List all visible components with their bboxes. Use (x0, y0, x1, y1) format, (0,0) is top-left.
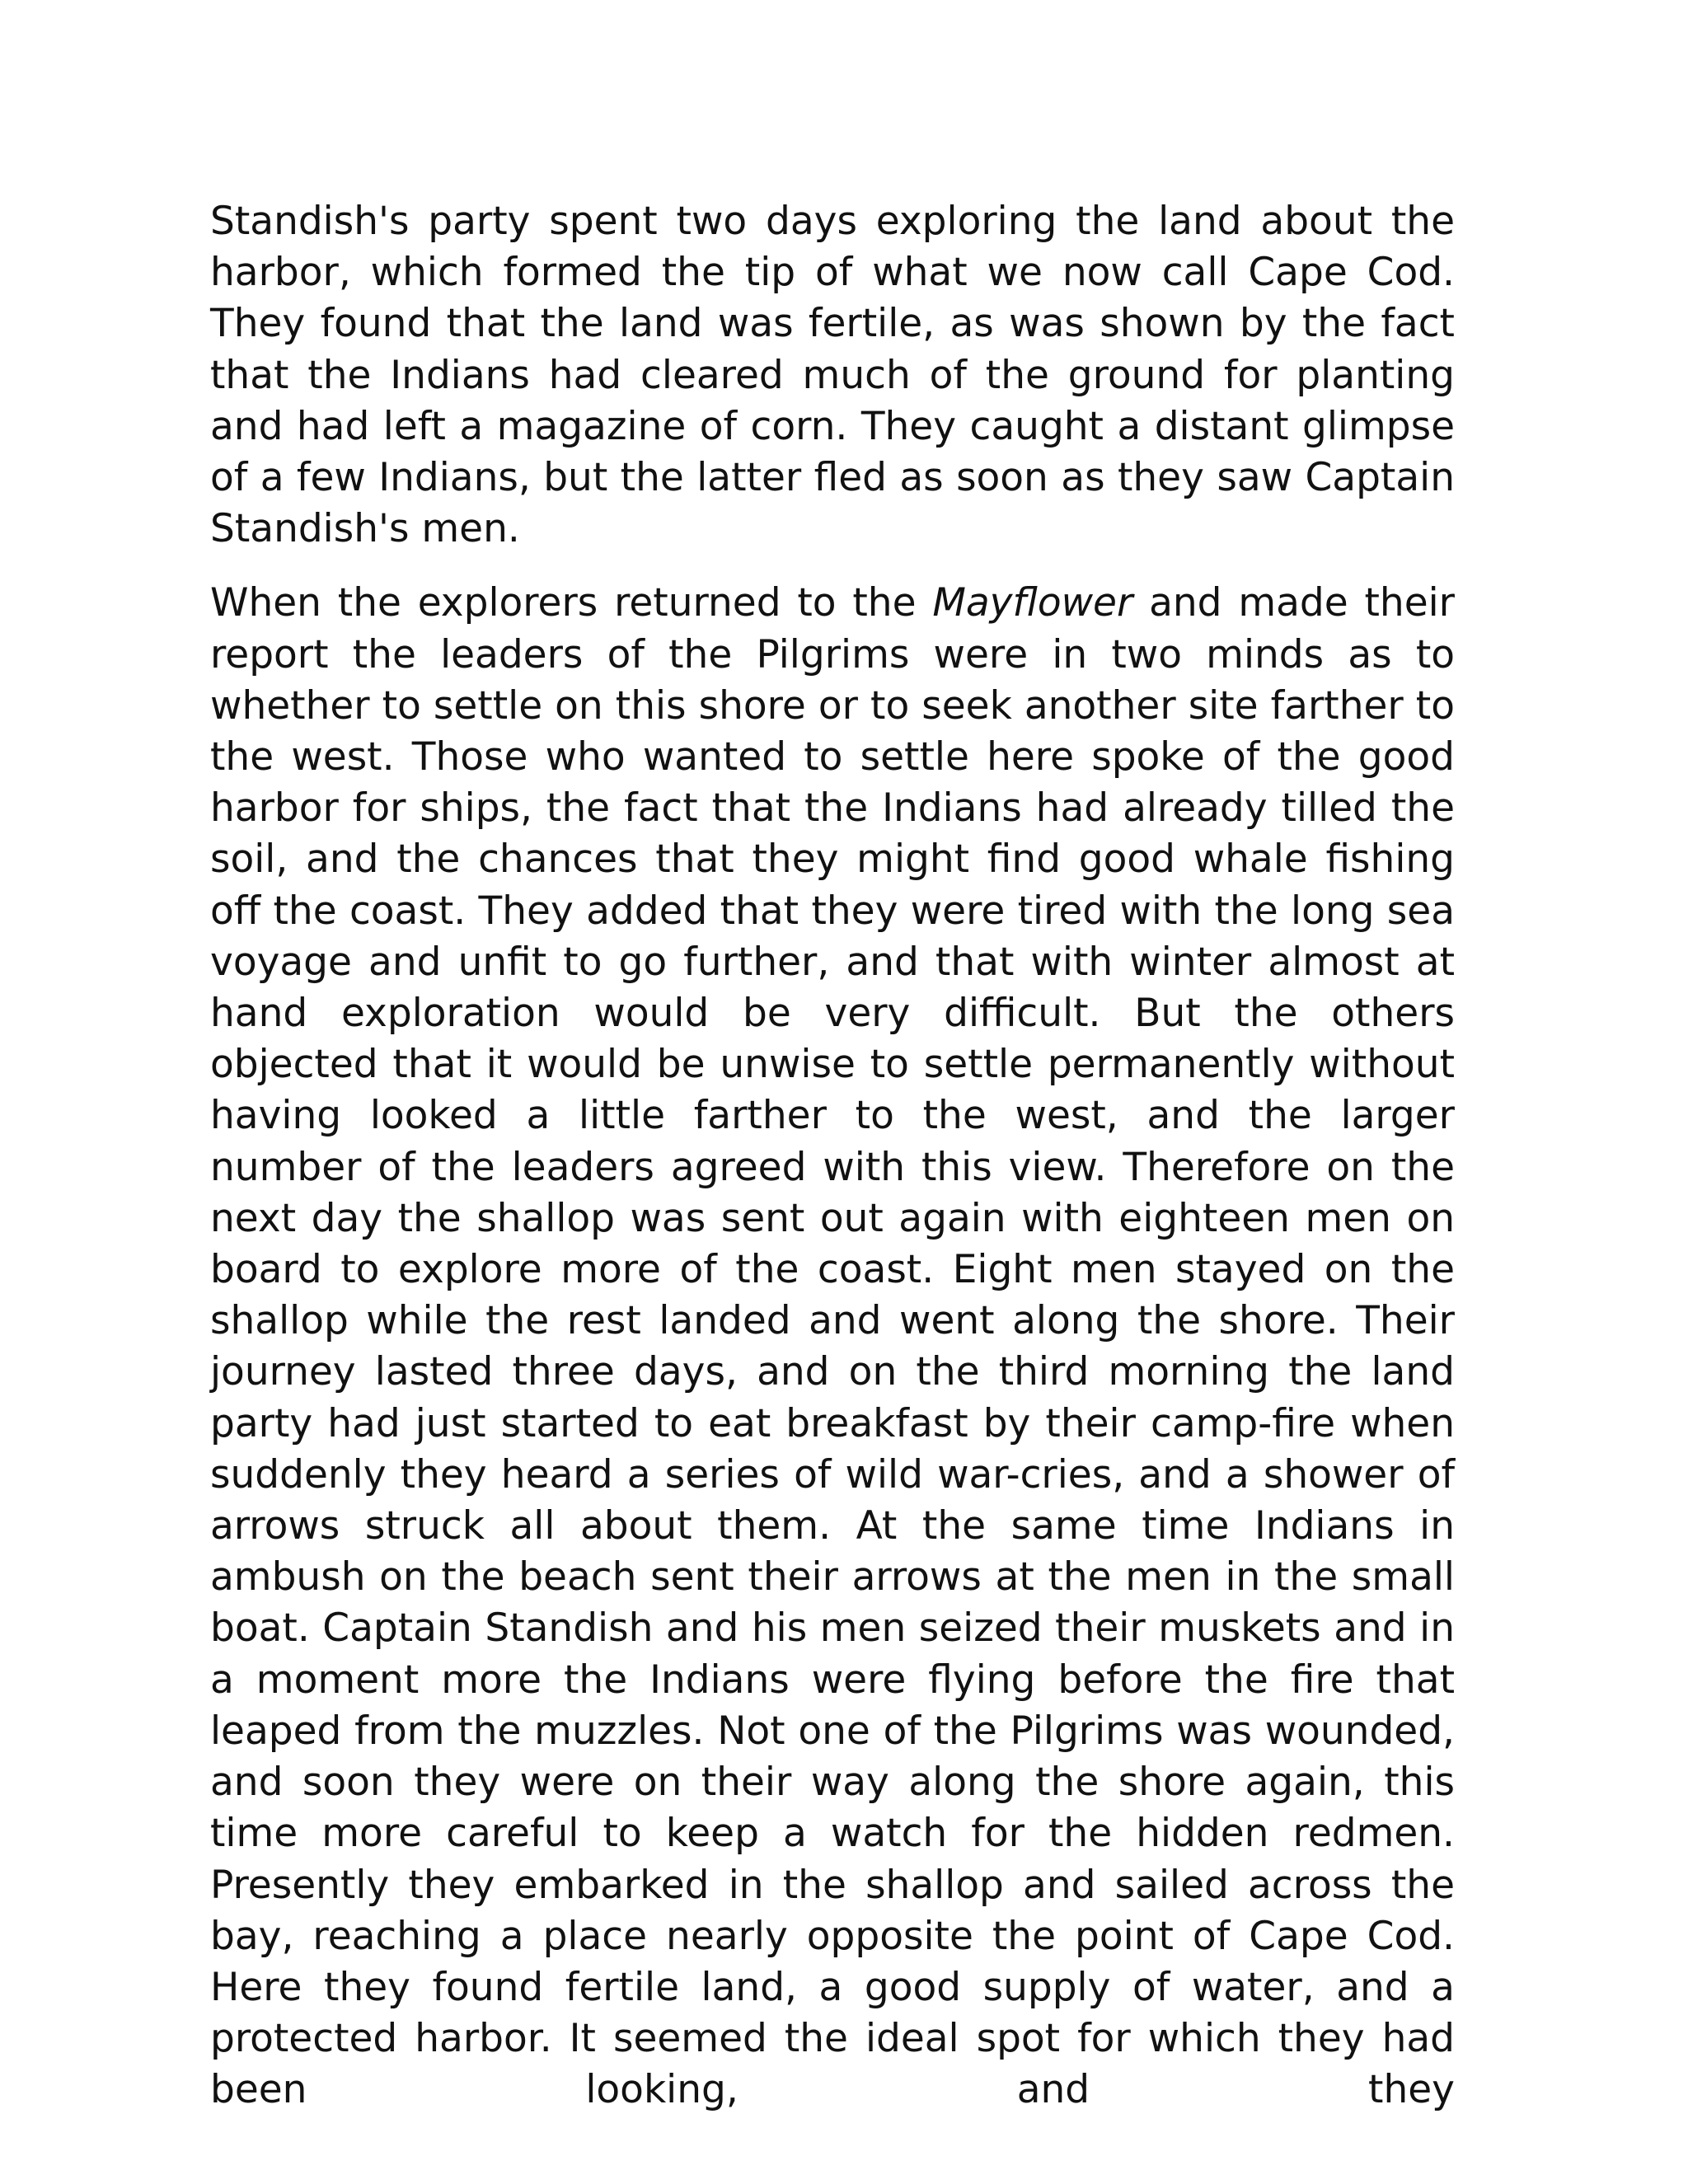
document-page (210, 196, 1455, 2116)
paragraph-1: Standish's party spent two days exploring the land about the harbor, which formed the tip of what we now call Cape Cod. They found that the land was fertile, as was shown by the fact that the Indians had cleared much of the ground for planting and had left a magazine of corn. They caught a distant glimpse of a few Indians, but the latter fled as soon as they saw Captain Standish's men. (210, 199, 1455, 552)
paragraph-2-text-start: When the explorers returned to the (210, 580, 933, 626)
paragraph-2-text-rest: and made their report the leaders of the Pilgrims were in two minds as to whether to settle on this shore or to seek another site farther to the west. Those who wanted to settle here spoke of the good harbor for ships, the fact that the Indians had already tilled the soil, and the chances that they might find good whale fishing off the coast. They added that they were tired with the long sea voyage and unfit to go further, and that with winter almost at hand exploration would be very difficult. But the others objected that it would be unwise to settle permanently without having looked a little farther to the west, and the larger number of the leaders agreed with this view. Therefore on the next day the shallop was sent out again with eighteen men on board to explore more of the coast. Eight men stayed on the shallop while the rest landed and went along the shore. Their journey lasted three days, and on the third morning the land party had just started to eat breakfast by their camp-fire when suddenly they heard a series of wild war-cries, and a shower of arrows struck all about them. At the same time Indians in ambush on the beach sent their arrows at the men in the small boat. Captain Standish and his men seized their muskets and in a moment more the Indians were flying before the fire that leaped from the muzzles. Not one of the Pilgrims was wounded, and soon they were on their way along the shore again, this time more careful to keep a watch for the hidden redmen. Presently they embarked in the shallop and sailed across the bay, reaching a place nearly opposite the point of Cape Cod. Here they found fertile land, a good supply of water, and a protected harbor. It seemed the ideal spot for which they had been looking, and they (210, 580, 1455, 2113)
paragraph-2 (210, 578, 1455, 2116)
ship-name: Mayflower (932, 580, 1133, 626)
